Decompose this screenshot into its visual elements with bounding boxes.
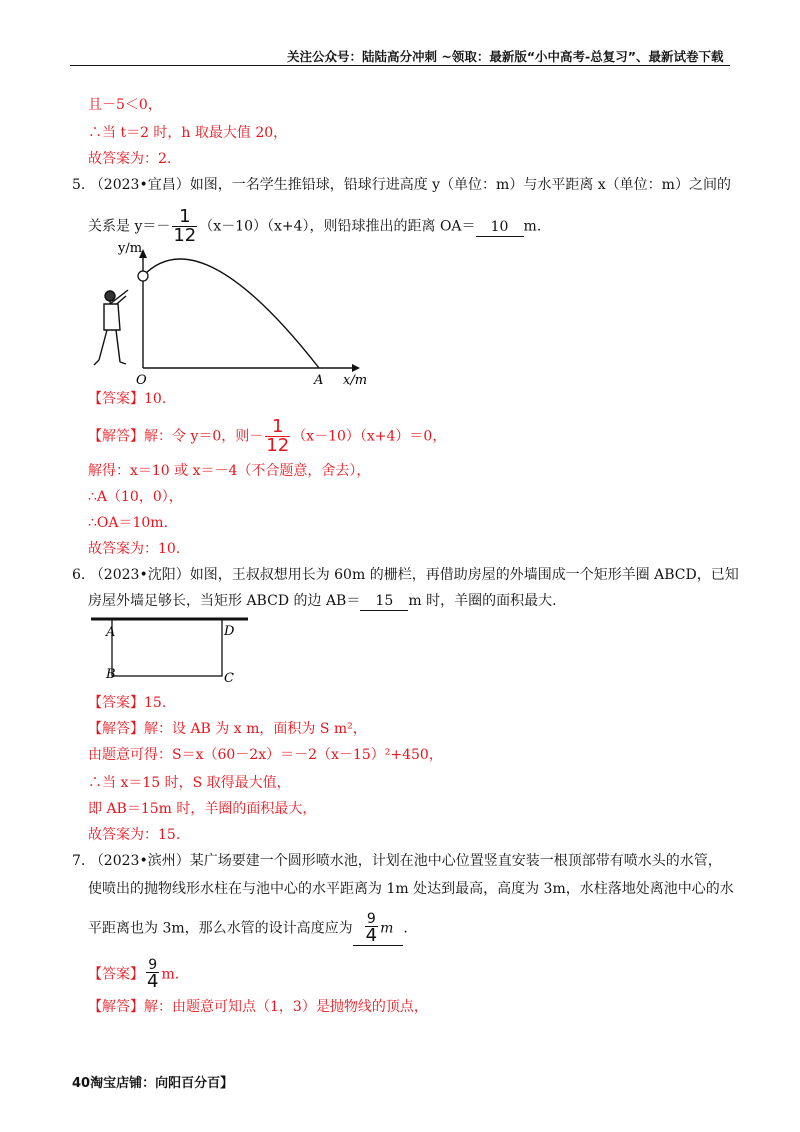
q7-frac-den: 4: [365, 925, 378, 946]
q5-frac-den: 12: [173, 225, 197, 246]
q7-line-3: [88, 912, 408, 946]
shot-ball: [138, 271, 148, 281]
q5-sol-frac-num: 1: [272, 416, 284, 437]
vertex-b: B: [106, 667, 116, 682]
q7-stem-1: （2023•滨州）某广场要建一个圆形喷水池，计划在池中心位置竖直安装一根顶部带有喷水头的水管，: [89, 853, 722, 869]
q6-solution-2: 由题意可得：S＝x（60－2x）＝－2（x－15）²+450，: [88, 747, 443, 763]
q7-ans-frac-den: 4: [147, 971, 159, 992]
prev-line-1: 且－5＜0，: [88, 97, 162, 113]
q5-sol-pre: 【解答】解：令 y＝0，则－: [88, 428, 264, 445]
q7-answer-blank: [353, 912, 404, 946]
q6-line-1: [72, 566, 739, 584]
q5-solution-2: 解得：x＝10 或 x＝－4（不合题意，舍去），: [88, 463, 371, 479]
q7-unit: m: [380, 920, 394, 937]
q7-line-2: 使喷出的抛物线形水柱在与池中心的水平距离为 1m 处达到最高，高度为 3m，水柱落地处离池中心的水: [88, 881, 734, 897]
q5-line-1: [72, 176, 731, 194]
q5-solution-5: 故答案为：10.: [88, 541, 181, 557]
q7-frac-num: 9: [366, 911, 376, 927]
q5-solution-1: [88, 418, 446, 455]
q5-number: 5.: [72, 177, 86, 193]
q6-stem-2b: m 时，羊圈的面积最大.: [408, 593, 557, 609]
origin-label: O: [136, 373, 147, 386]
q5-stem-2c: m.: [523, 218, 542, 235]
q6-solution-3: ∴当 x＝15 时，S 取得最大值，: [88, 775, 291, 791]
q7-fraction: [365, 912, 378, 945]
q7-answer-post: m.: [161, 966, 180, 983]
q5-solution-3: ∴A（10，0），: [88, 489, 183, 505]
x-axis-arrow: [352, 364, 360, 372]
trajectory-curve: [143, 259, 319, 368]
q6-stem-2a: 房屋外墙足够长，当矩形 ABCD 的边 AB＝: [88, 593, 361, 609]
q5-sol-post: （x－10）（x+4）＝0，: [292, 428, 447, 445]
q6-stem-1: （2023•沈阳）如图，王叔叔想用长为 60m 的栅栏，再借助房屋的外墙围成一个矩形羊圈 ABCD，已知: [89, 567, 739, 583]
q5-sol-frac-den: 12: [266, 435, 290, 456]
q7-answer-fraction: [146, 958, 159, 991]
q7-ans-frac-num: 9: [148, 957, 158, 973]
student-figure: [94, 290, 128, 365]
prev-line-3: 故答案为：2.: [88, 151, 172, 167]
q6-solution-5: 故答案为：15.: [88, 827, 181, 843]
q5-answer-blank: 10: [476, 218, 524, 237]
q6-answer-blank: 15: [360, 592, 408, 611]
q7-answer-pre: 【答案】: [88, 966, 144, 983]
q6-solution-4: 即 AB＝15m 时，羊圈的面积最大，: [88, 801, 317, 817]
header-divider: [70, 65, 730, 66]
q5-figure: [90, 238, 390, 386]
q5-solution-4: ∴OA＝10m.: [88, 515, 169, 531]
q6-number: 6.: [72, 567, 86, 583]
q5-sol-fraction: [265, 418, 290, 455]
vertex-c: C: [224, 671, 234, 686]
x-axis-label: x/m: [343, 373, 368, 386]
q5-stem-1: （2023•宜昌）如图，一名学生推铅球，铅球行进高度 y（单位：m）与水平距离 x（单位：m）之间的: [89, 177, 731, 193]
prev-line-2: ∴当 t＝2 时，h 取最大值 20，: [88, 125, 288, 141]
q7-stem-3b: .: [403, 920, 408, 937]
q6-figure: [88, 614, 258, 686]
q5-stem-2b: （x－10）（x+4），则铅球推出的距离 OA＝: [199, 218, 476, 235]
q6-solution-1: 【解答】解：设 AB 为 x m，面积为 S m²，: [88, 721, 367, 737]
point-a-label: A: [314, 373, 324, 386]
q6-line-2: [88, 592, 557, 611]
q7-stem-3a: 平距离也为 3m，那么水管的设计高度应为: [88, 920, 353, 937]
rectangle-abcd: [112, 619, 222, 676]
q5-answer: 【答案】10.: [88, 391, 167, 407]
vertex-d: D: [224, 624, 235, 639]
q7-line-1: [72, 852, 722, 870]
q7-number: 7.: [72, 853, 86, 869]
y-axis-label: y/m: [118, 241, 143, 256]
page-header: 关注公众号：陆陆高分冲刺 ~领取：最新版“小中高考-总复习”、最新试卷下载: [287, 49, 724, 64]
page-footer: 40淘宝店铺：向阳百分百】: [72, 1076, 234, 1091]
vertex-a: A: [106, 625, 116, 640]
q7-solution-1: 【解答】解：由题意可知点（1，3）是抛物线的顶点，: [88, 999, 428, 1015]
q5-stem-2a: 关系是 y＝－: [88, 218, 171, 235]
q5-frac-num: 1: [179, 206, 191, 227]
q7-answer: [88, 958, 179, 991]
q6-answer: 【答案】15.: [88, 695, 167, 711]
